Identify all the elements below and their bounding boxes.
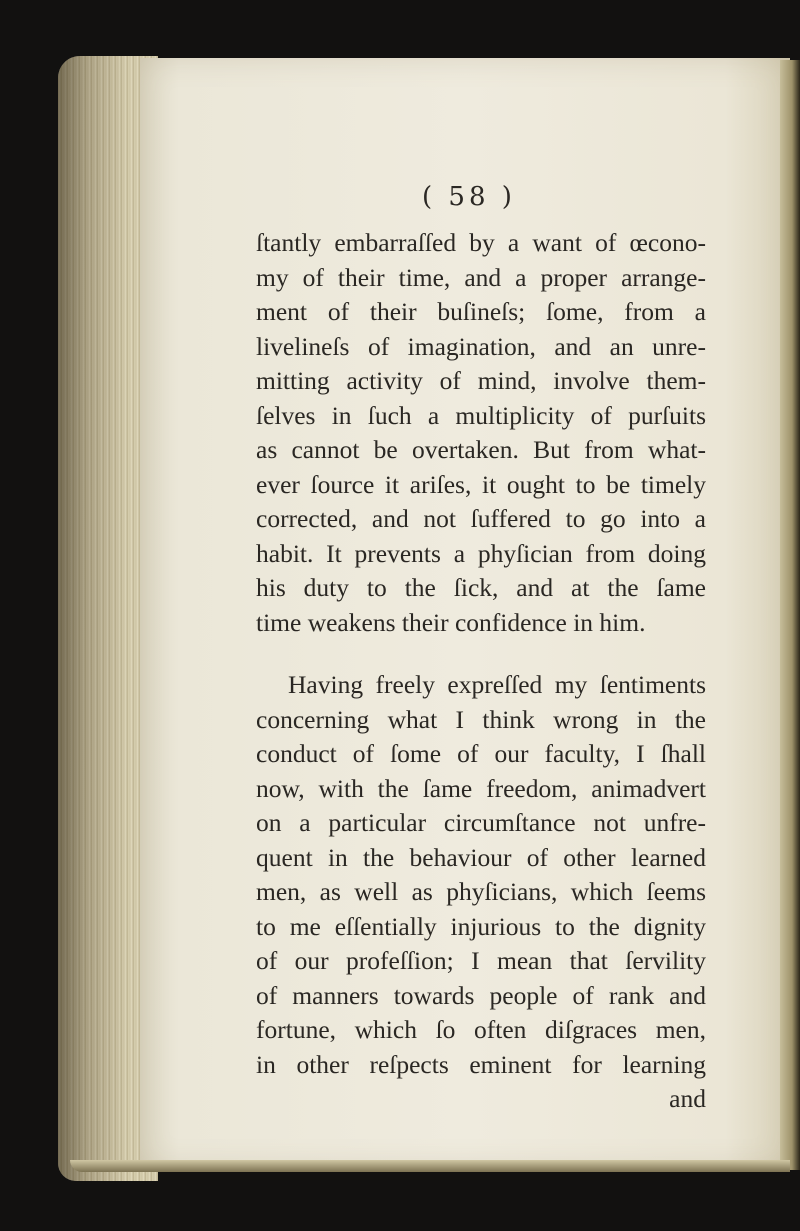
text-line: in other reſpects eminent for learning: [256, 1049, 706, 1079]
right-page-edge: [780, 60, 800, 1170]
text-line: mitting activity of mind, involve them-: [256, 366, 706, 395]
text-line: habit. It prevents a phyſician from doing: [256, 538, 706, 568]
catchword: and: [669, 1084, 706, 1113]
bottom-page-edge: [70, 1160, 790, 1172]
text-line: as cannot be overtaken. But from what-: [256, 435, 706, 464]
text-line: ever ſource it ariſes, it ought to be timely: [256, 469, 706, 499]
paragraph-1: [256, 226, 706, 640]
paragraph-2: [256, 668, 706, 1117]
text-line: to me eſſentially injurious to the dignity: [256, 911, 706, 941]
text-line: Having freely expreſſed my ſentiments: [288, 670, 706, 699]
text-line: ment of their buſineſs; ſome, from a: [256, 297, 706, 326]
text-line: ſelves in ſuch a multiplicity of purſuits: [256, 400, 706, 430]
text-line: quent in the behaviour of other learned: [256, 842, 706, 872]
text-line: men, as well as phyſicians, which ſeems: [256, 877, 706, 906]
text-line: corrected, and not ſuffered to go into a: [256, 504, 706, 533]
text-line: livelineſs of imagination, and an unre-: [256, 331, 706, 361]
text-line: now, with the ſame freedom, animadvert: [256, 773, 706, 803]
text-line: ſtantly embarraſſed by a want of œcono-: [256, 228, 706, 257]
page-text: [256, 226, 706, 1117]
text-line: on a particular circumſtance not unfre-: [256, 808, 706, 837]
text-line: of manners towards people of rank and: [256, 980, 706, 1010]
text-line: my of their time, and a proper arrange-: [256, 262, 706, 292]
text-line: his duty to the ſick, and at the ſame: [256, 573, 706, 602]
text-line: concerning what I think wrong in the: [256, 704, 706, 734]
text-line: time weakens their confidence in him.: [256, 607, 646, 637]
text-line: conduct of ſome of our faculty, I ſhall: [256, 739, 706, 768]
page-number: ( 58 ): [422, 182, 516, 212]
text-line: of our profeſſion; I mean that ſervility: [256, 946, 706, 975]
text-line: fortune, which ſo often diſgraces men,: [256, 1015, 706, 1044]
